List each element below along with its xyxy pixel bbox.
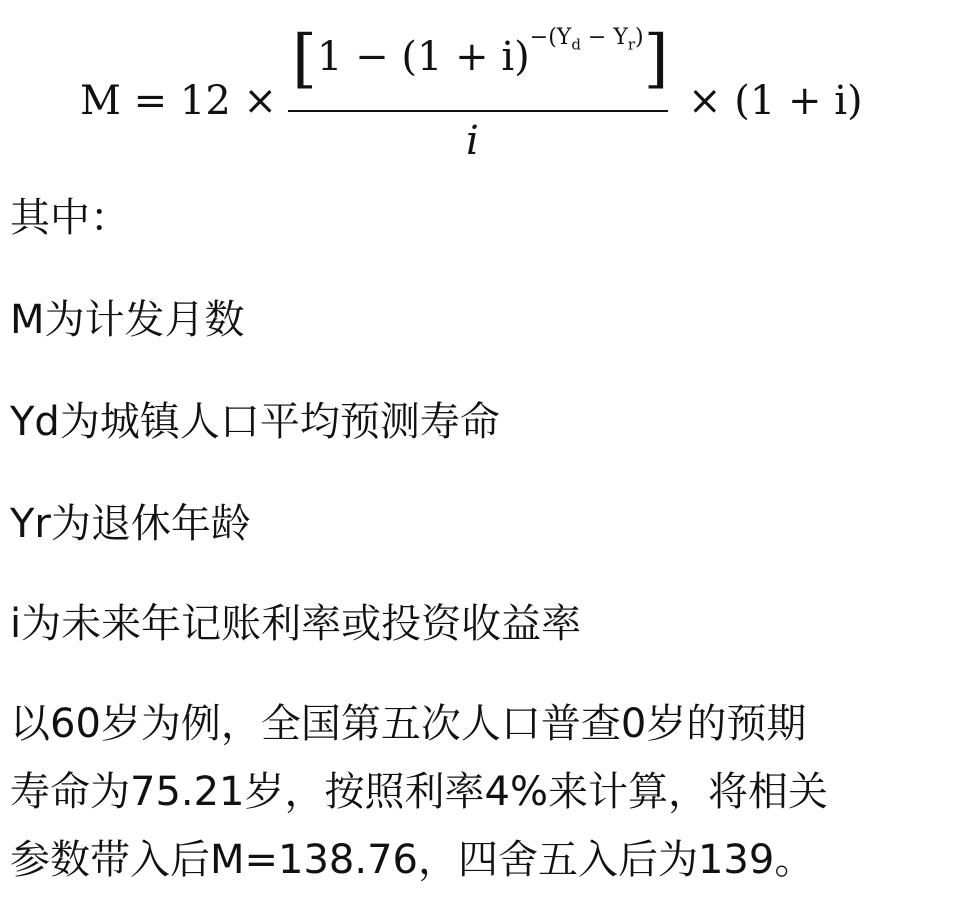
formula-denominator: i <box>466 118 479 164</box>
m-definition: M为计发月数 <box>10 297 245 343</box>
annuity-formula <box>0 0 961 180</box>
formula-rhs: × (1 + i) <box>688 78 863 124</box>
right-bracket: ] <box>643 22 669 96</box>
yd-definition: Yd为城镇人口平均预测寿命 <box>10 399 500 445</box>
paragraph-line-2: 寿命为75.21岁，按照利率4%来计算，将相关 <box>10 769 828 815</box>
paragraph-line-3: 参数带入后M=138.76，四舍五入后为139。 <box>10 837 815 883</box>
left-bracket: [ <box>292 22 317 96</box>
formula-numerator <box>292 22 669 96</box>
where-label: 其中： <box>10 195 130 241</box>
i-definition: i为未来年记账利率或投资收益率 <box>10 601 582 647</box>
formula-lhs: M = 12 × <box>80 78 278 124</box>
paragraph-line-1: 以60岁为例，全国第五次人口普查0岁的预期 <box>10 701 807 747</box>
yr-definition: Yr为退休年龄 <box>10 501 251 547</box>
formula-exponent: −(Yd − Yr) <box>529 25 644 54</box>
example-paragraph <box>10 690 940 894</box>
fraction-bar <box>288 110 668 112</box>
numerator-main: 1 − (1 + i) <box>316 34 530 80</box>
